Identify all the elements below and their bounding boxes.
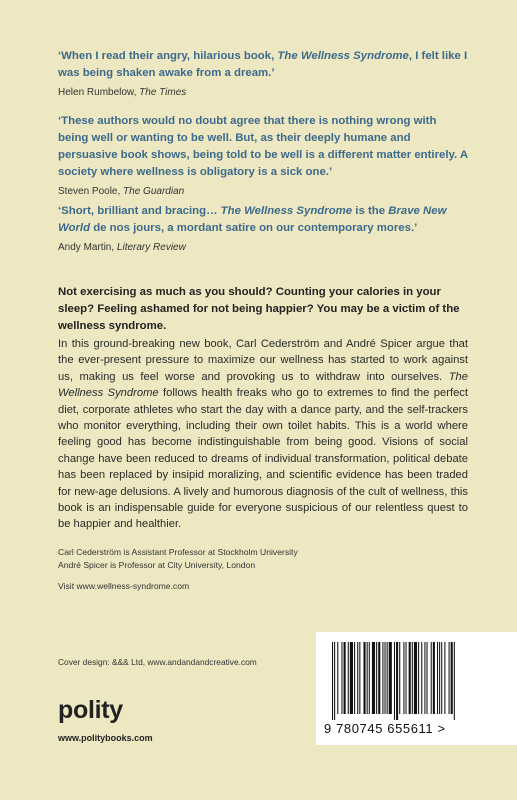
barcode-bars-icon [326,642,507,720]
quote-1 [58,48,468,100]
author-bio-2: André Spicer is Professor at City University, London [58,559,256,570]
quote-2-attribution: Steven Poole, The Guardian [58,186,185,197]
website-link[interactable]: Visit www.wellness-syndrome.com [58,581,190,591]
quote-3 [58,203,468,255]
publisher-website[interactable]: www.politybooks.com [58,733,153,743]
author-bio-1: Carl Cederström is Assistant Professor at Stockholm University [58,547,298,557]
quote-3-text: ‘Short, brilliant and bracing… The Wellness Syndrome is the Brave New World de nos jours, a mordant satire on our contemporary mores.’ [58,205,447,234]
quote-2-text: ‘These authors would no doubt agree that there is nothing wrong with being well or wanting to be well. But, as their deeply humane and persuasive book shows, being told to be well is a different matter entirely. A society where wellness is obligatory is a sick one.’ [58,115,468,178]
quote-1-attribution: Helen Rumbelow, The Times [58,87,187,98]
quote-3-attribution: Andy Martin, Literary Review [58,242,186,253]
isbn-number: 9 780745 655611 > [324,721,446,736]
lead-paragraph: Not exercising as much as you should? Counting your calories in your sleep? Feeling ashamed for not being happier? You may be a victim of the wellness syndrome. [58,286,460,332]
cover-design-credit: Cover design: &&& Ltd, www.andandandcreative.com [58,657,257,667]
polity-logo: polity [58,696,123,724]
description-paragraph: In this ground-breaking new book, Carl Cederström and André Spicer argue that the ever-present pressure to maximize our wellness has started to work against us, making us feel worse and provoking us to withdraw into ourselves. The Wellness Syndrome follows health freaks who go to extremes to find the perfect diet, corporate athletes who start the day with a dance party, and the self-trackers who monitor everything, including their own toilet habits. This is a world where feeling good has become indistinguishable from being good. Visions of social change have been reduced to dreams of individual transformation, political debate has been replaced by insipid moralizing, and scientific evidence has been traded for new-age delusions. A lively and humorous diagnosis of the cult of wellness, this book is an indispensable guide for everyone suspicious of our relentless quest to be happier and healthier. [58,338,468,531]
quote-2 [58,113,468,199]
quote-1-text: ‘When I read their angry, hilarious book, The Wellness Syndrome, I felt like I was being shaken awake from a dream.’ [58,50,468,79]
author-bios [58,546,468,571]
barcode [316,632,517,745]
